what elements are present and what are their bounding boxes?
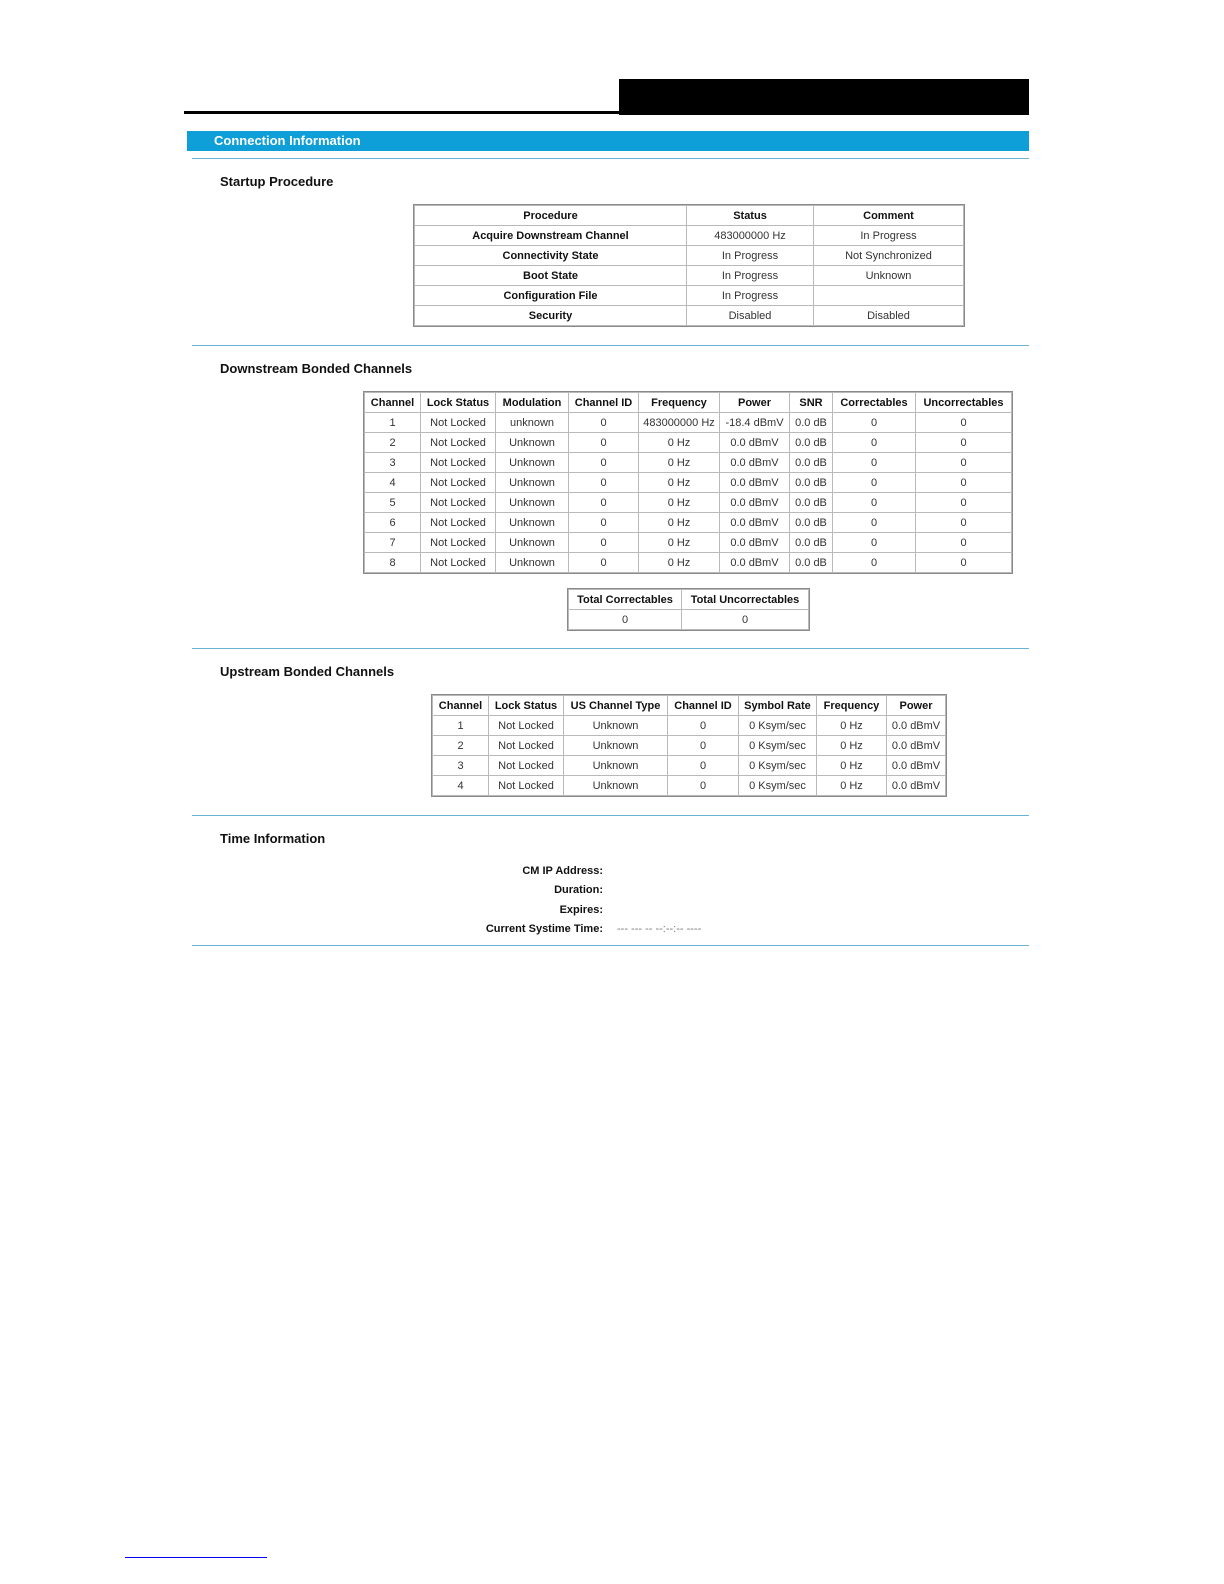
downstream-cell: 0 <box>833 533 916 553</box>
downstream-cell: 0 <box>916 433 1012 453</box>
startup-row <box>415 266 964 286</box>
startup-cell: 483000000 Hz <box>687 226 814 246</box>
downstream-cell: 0 <box>569 553 639 573</box>
startup-title: Startup Procedure <box>220 174 334 189</box>
upstream-header-cell: Lock Status <box>489 696 564 716</box>
startup-cell: In Progress <box>687 266 814 286</box>
divider <box>192 648 1029 649</box>
downstream-cell: Not Locked <box>421 553 496 573</box>
downstream-cell: 0.0 dB <box>790 513 833 533</box>
upstream-cell: 4 <box>433 776 489 796</box>
upstream-cell: Not Locked <box>489 716 564 736</box>
downstream-cell: -18.4 dBmV <box>720 413 790 433</box>
startup-cell: Disabled <box>814 306 964 326</box>
divider <box>192 158 1029 159</box>
downstream-cell: 0 Hz <box>639 453 720 473</box>
downstream-cell: 0.0 dBmV <box>720 513 790 533</box>
downstream-cell: 0 <box>833 433 916 453</box>
downstream-row <box>365 433 1012 453</box>
startup-cell: Not Synchronized <box>814 246 964 266</box>
downstream-header-cell: Channel <box>365 393 421 413</box>
downstream-cell: Unknown <box>496 513 569 533</box>
downstream-header-cell: Modulation <box>496 393 569 413</box>
downstream-cell: 0 <box>833 513 916 533</box>
downstream-totals-table <box>568 589 809 630</box>
divider <box>192 345 1029 346</box>
upstream-header-cell: Power <box>887 696 946 716</box>
startup-cell: Acquire Downstream Channel <box>415 226 687 246</box>
downstream-cell: 0 <box>569 493 639 513</box>
upstream-cell: Unknown <box>564 776 668 796</box>
downstream-cell: 5 <box>365 493 421 513</box>
upstream-cell: 0 Hz <box>817 776 887 796</box>
section-title-bar: Connection Information <box>187 131 1029 151</box>
downstream-cell: 0 Hz <box>639 513 720 533</box>
upstream-cell: Unknown <box>564 716 668 736</box>
downstream-header-cell: Channel ID <box>569 393 639 413</box>
downstream-cell: 0.0 dB <box>790 433 833 453</box>
upstream-row <box>433 776 946 796</box>
startup-header-cell: Status <box>687 206 814 226</box>
totals-cell: 0 <box>569 610 682 630</box>
upstream-cell: Not Locked <box>489 736 564 756</box>
upstream-row <box>433 756 946 776</box>
startup-cell: Security <box>415 306 687 326</box>
footer-link-underline[interactable] <box>125 1557 267 1558</box>
upstream-header-cell: US Channel Type <box>564 696 668 716</box>
downstream-cell: 0 <box>833 473 916 493</box>
upstream-cell: 0 Ksym/sec <box>739 756 817 776</box>
time-info-value: --- --- -- --:--:-- ---- <box>617 923 702 935</box>
downstream-row <box>365 553 1012 573</box>
time-info-row <box>400 865 900 881</box>
downstream-cell: 0 <box>569 533 639 553</box>
downstream-cell: Not Locked <box>421 453 496 473</box>
time-title: Time Information <box>220 831 326 846</box>
downstream-cell: Not Locked <box>421 513 496 533</box>
startup-cell: Boot State <box>415 266 687 286</box>
downstream-cell: Not Locked <box>421 433 496 453</box>
downstream-cell: Unknown <box>496 453 569 473</box>
downstream-cell: 0.0 dB <box>790 453 833 473</box>
upstream-header-cell: Frequency <box>817 696 887 716</box>
divider <box>192 945 1029 946</box>
downstream-cell: 0 <box>833 553 916 573</box>
downstream-cell: 0 <box>916 513 1012 533</box>
downstream-cell: 0 <box>569 473 639 493</box>
downstream-cell: Unknown <box>496 493 569 513</box>
startup-cell: Disabled <box>687 306 814 326</box>
time-info-label: Duration: <box>554 884 603 896</box>
downstream-table <box>364 392 1012 573</box>
startup-row <box>415 246 964 266</box>
downstream-title: Downstream Bonded Channels <box>220 361 413 376</box>
downstream-cell: 0 <box>569 453 639 473</box>
downstream-cell: 0 <box>569 433 639 453</box>
upstream-cell: 0 Hz <box>817 736 887 756</box>
downstream-cell: 3 <box>365 453 421 473</box>
upstream-cell: 0 <box>668 776 739 796</box>
downstream-header-cell: Power <box>720 393 790 413</box>
upstream-table <box>432 695 946 796</box>
downstream-cell: 483000000 Hz <box>639 413 720 433</box>
time-info-row <box>400 884 900 900</box>
downstream-cell: 0.0 dBmV <box>720 473 790 493</box>
time-info-label: Current Systime Time: <box>485 923 603 935</box>
upstream-cell: Not Locked <box>489 756 564 776</box>
startup-cell: In Progress <box>687 286 814 306</box>
upstream-cell: 0 Hz <box>817 716 887 736</box>
upstream-title: Upstream Bonded Channels <box>220 664 395 679</box>
downstream-cell: 0 Hz <box>639 553 720 573</box>
downstream-cell: Unknown <box>496 553 569 573</box>
upstream-cell: 0 Hz <box>817 756 887 776</box>
upstream-cell: 0.0 dBmV <box>887 716 946 736</box>
downstream-cell: 0.0 dBmV <box>720 453 790 473</box>
downstream-cell: 0 Hz <box>639 473 720 493</box>
upstream-cell: 1 <box>433 716 489 736</box>
downstream-cell: 0 <box>569 413 639 433</box>
downstream-cell: 0 <box>916 533 1012 553</box>
startup-table <box>414 205 964 326</box>
time-info-label: CM IP Address: <box>522 865 603 877</box>
upstream-header-cell: Symbol Rate <box>739 696 817 716</box>
downstream-cell: Unknown <box>496 433 569 453</box>
startup-cell: Unknown <box>814 266 964 286</box>
downstream-cell: 0 <box>916 473 1012 493</box>
downstream-cell: 0 <box>916 413 1012 433</box>
downstream-cell: unknown <box>496 413 569 433</box>
upstream-cell: 3 <box>433 756 489 776</box>
downstream-header-cell: Correctables <box>833 393 916 413</box>
downstream-header-cell: Frequency <box>639 393 720 413</box>
downstream-cell: 0.0 dB <box>790 413 833 433</box>
downstream-cell: 6 <box>365 513 421 533</box>
totals-cell: 0 <box>682 610 809 630</box>
upstream-header-cell: Channel <box>433 696 489 716</box>
upstream-cell: Unknown <box>564 736 668 756</box>
startup-cell: Connectivity State <box>415 246 687 266</box>
upstream-cell: 0 <box>668 716 739 736</box>
downstream-cell: 0.0 dBmV <box>720 533 790 553</box>
upstream-cell: 0.0 dBmV <box>887 736 946 756</box>
downstream-cell: 0.0 dB <box>790 493 833 513</box>
downstream-cell: 0.0 dBmV <box>720 433 790 453</box>
downstream-cell: 0 <box>916 553 1012 573</box>
upstream-cell: Not Locked <box>489 776 564 796</box>
upstream-cell: 2 <box>433 736 489 756</box>
upstream-cell: 0 Ksym/sec <box>739 776 817 796</box>
downstream-cell: 0.0 dBmV <box>720 553 790 573</box>
downstream-header-cell: SNR <box>790 393 833 413</box>
startup-row <box>415 226 964 246</box>
header-rule <box>184 111 620 114</box>
upstream-row <box>433 736 946 756</box>
downstream-cell: Not Locked <box>421 413 496 433</box>
downstream-cell: 4 <box>365 473 421 493</box>
downstream-cell: Not Locked <box>421 533 496 553</box>
downstream-cell: 0 <box>916 493 1012 513</box>
startup-header-cell: Comment <box>814 206 964 226</box>
downstream-cell: 8 <box>365 553 421 573</box>
downstream-row <box>365 473 1012 493</box>
downstream-row <box>365 493 1012 513</box>
totals-row <box>569 610 809 630</box>
downstream-cell: 0 <box>833 493 916 513</box>
downstream-cell: 7 <box>365 533 421 553</box>
downstream-cell: 0.0 dBmV <box>720 493 790 513</box>
downstream-cell: 0 <box>569 513 639 533</box>
downstream-cell: 0 Hz <box>639 433 720 453</box>
time-info-row <box>400 904 900 920</box>
startup-cell: In Progress <box>814 226 964 246</box>
startup-cell: Configuration File <box>415 286 687 306</box>
time-info-row <box>400 923 900 939</box>
time-info-label: Expires: <box>559 904 603 916</box>
downstream-cell: Unknown <box>496 533 569 553</box>
upstream-cell: Unknown <box>564 756 668 776</box>
startup-cell: In Progress <box>687 246 814 266</box>
upstream-cell: 0 Ksym/sec <box>739 736 817 756</box>
header-black-block <box>619 79 1029 115</box>
downstream-cell: 0.0 dB <box>790 533 833 553</box>
downstream-cell: 0 <box>833 413 916 433</box>
downstream-cell: Unknown <box>496 473 569 493</box>
downstream-row <box>365 413 1012 433</box>
upstream-header-cell: Channel ID <box>668 696 739 716</box>
totals-header-cell: Total Correctables <box>569 590 682 610</box>
upstream-cell: 0 Ksym/sec <box>739 716 817 736</box>
downstream-cell: 0 Hz <box>639 493 720 513</box>
downstream-cell: Not Locked <box>421 493 496 513</box>
startup-cell <box>814 286 964 306</box>
downstream-cell: Not Locked <box>421 473 496 493</box>
startup-row <box>415 306 964 326</box>
upstream-row <box>433 716 946 736</box>
downstream-header-cell: Lock Status <box>421 393 496 413</box>
downstream-row <box>365 453 1012 473</box>
totals-header-cell: Total Uncorrectables <box>682 590 809 610</box>
upstream-cell: 0.0 dBmV <box>887 776 946 796</box>
upstream-cell: 0 <box>668 756 739 776</box>
downstream-cell: 1 <box>365 413 421 433</box>
startup-header-cell: Procedure <box>415 206 687 226</box>
downstream-header-cell: Uncorrectables <box>916 393 1012 413</box>
upstream-cell: 0.0 dBmV <box>887 756 946 776</box>
downstream-row <box>365 513 1012 533</box>
divider <box>192 815 1029 816</box>
downstream-cell: 0.0 dB <box>790 553 833 573</box>
downstream-cell: 2 <box>365 433 421 453</box>
downstream-cell: 0 <box>916 453 1012 473</box>
downstream-cell: 0 <box>833 453 916 473</box>
upstream-cell: 0 <box>668 736 739 756</box>
startup-row <box>415 286 964 306</box>
downstream-cell: 0.0 dB <box>790 473 833 493</box>
downstream-row <box>365 533 1012 553</box>
downstream-cell: 0 Hz <box>639 533 720 553</box>
